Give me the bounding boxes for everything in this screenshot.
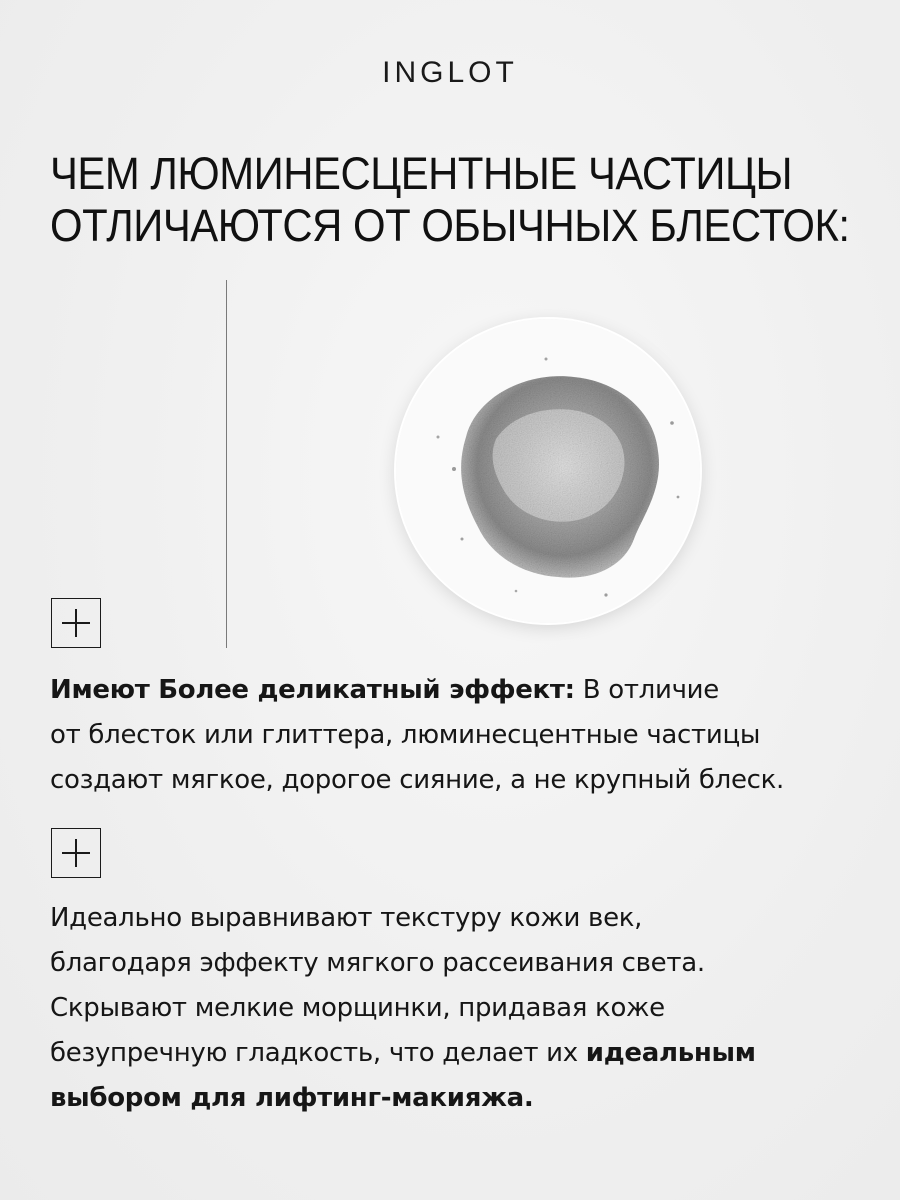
- point-2-emphasis-1: идеальным: [585, 1038, 756, 1068]
- brand-logo: INGLOT: [382, 56, 518, 89]
- shimmer-powder-illustration: [396, 319, 700, 623]
- page-title-line-2: ОТЛИЧАЮТСЯ ОТ ОБЫЧНЫХ БЛЕСТОК:: [50, 200, 850, 251]
- point-1-text: [50, 668, 870, 803]
- point-2-line-1: Идеально выравнивают текстуру кожи век,: [50, 903, 643, 933]
- point-2-line-2: благодаря эффекту мягкого рассеивания света.: [50, 948, 705, 978]
- page-title: [50, 148, 850, 252]
- point-2-line-3: Скрывают мелкие морщинки, придавая коже: [50, 993, 665, 1023]
- point-1-lead: Имеют Более деликатный эффект:: [50, 675, 575, 705]
- vertical-divider: [226, 280, 227, 648]
- point-1-line-1: В отличие: [574, 675, 719, 705]
- point-1-line-2: от блесток или глиттера, люминесцентные частицы: [50, 720, 761, 750]
- point-2-line-4: безупречную гладкость, что делает их: [50, 1038, 586, 1068]
- point-2-text: [50, 896, 870, 1121]
- powder-image: [396, 319, 700, 623]
- plus-icon: [51, 598, 101, 648]
- point-1-line-3: создают мягкое, дорогое сияние, а не крупный блеск.: [50, 765, 785, 795]
- point-2-emphasis-2: выбором для лифтинг-макияжа.: [50, 1083, 534, 1113]
- plus-icon: [51, 828, 101, 878]
- page-title-line-1: ЧЕМ ЛЮМИНЕСЦЕНТНЫЕ ЧАСТИЦЫ: [50, 148, 793, 199]
